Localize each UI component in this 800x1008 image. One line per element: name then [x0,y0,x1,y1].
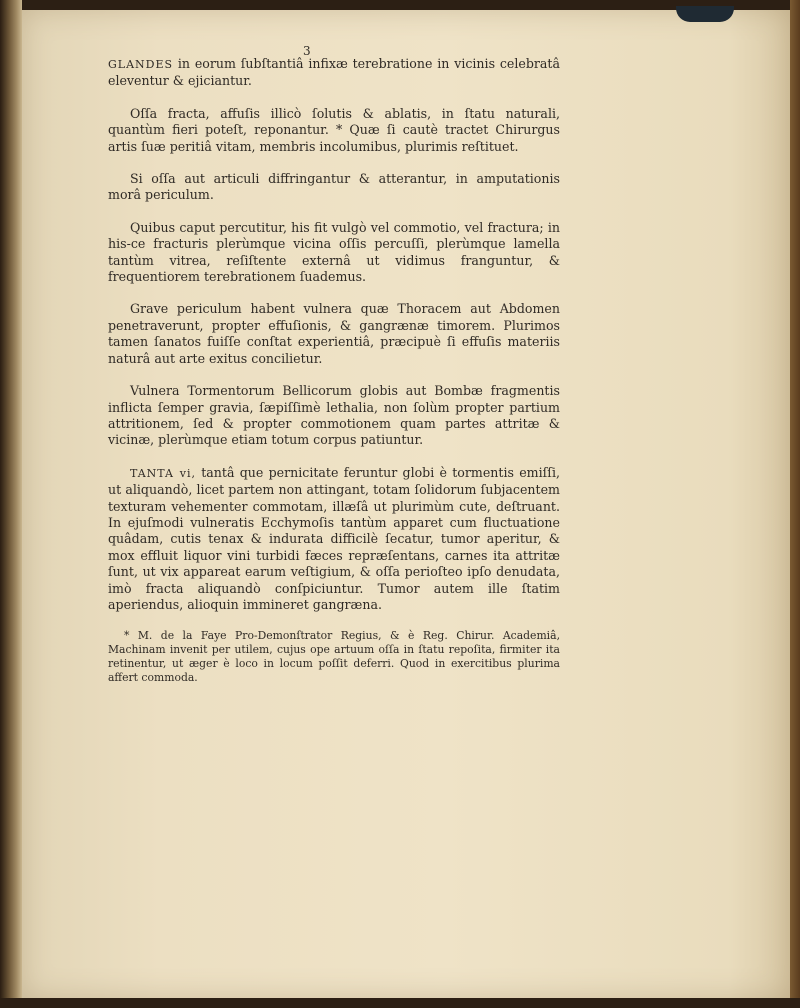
paragraph-lead: GLANDES [108,58,174,71]
footnote: * M. de la Faye Pro-Demonſtrator Regius, & è Reg. Chirur. Academiâ, Machinam invenit per utilem, cujus ope artuum oſſa in ſtatu repoſita, firmiter ita retinentur, ut æger è loco in locum poſſit deferri. Quod in exercitibus plurima affert commoda. [108,629,560,685]
paragraph-caput: Quibus caput percutitur, his fit vulgò vel commotio, vel fractura; in his-ce fracturis plerùmque vicina oſſis percuſſi, plerùmque lamella tantùm vitrea, reſiſtente externâ ut vidimus franguntur, & frequentiorem terebrationem ſuademus. [108,219,560,285]
paragraph-lead: TANTA vi, [130,466,196,480]
bottom-edge [0,998,800,1008]
paragraph-tormenta: Vulnera Tormentorum Bellicorum globis aut Bombæ fragmentis inflicta ſemper gravia, ſæpiſſimè lethalia, non ſolùm propter partium attritionem, ſed & propter commotionem quam partes attritæ & vicinæ, plerùmque etiam totum corpus patiuntur. [108,383,560,448]
page-number: 3 [303,44,311,58]
book-binding-left [0,0,22,1008]
book-edge-right [790,0,800,1008]
paragraph-amputation: Si oſſa aut articuli diffringantur & atterantur, in amputationis morâ periculum. [108,171,560,203]
paragraph-text: tantâ que pernicitate feruntur globi è tormentis emiſſi, ut aliquandò, licet partem non attingant, totam ſolidorum ſubjacentem texturam vehementer commotam, illæſâ ut plurimùm cute, deſtruant. In ejuſmodi vulneratis Ecchymoſis tantùm apparet cum fluctuatione quâdam, cutis tenax & indurata difficilè ſecatur, tumor aperitur, & mox effluit liquor vini turbidi fæces repræſentans, carnes ita attritæ ſunt, ut vix appareat earum veſtigium, & oſſa perioſteo ipſo denudata, imò fracta aliquandò conſpiciuntur. Tumor autem ille ſtatim aperiendus, alioquin immineret gangræna. [108,464,560,612]
paragraph-glandes [108,56,560,90]
paragraph-text: in eorum ſubſtantiâ infixæ terebratione in vicinis celebratâ eleventur & ejiciantur. [108,56,560,89]
paragraph-thorax: Grave periculum habent vulnera quæ Thoracem aut Abdomen penetraverunt, propter effuſionis, & gangrænæ timorem. Plurimos tamen ſanatos fuiſſe conſtat experientiâ, præcipuè ſi effuſis materiis naturâ aut arte exitus concilietur. [108,301,560,366]
page-text [108,56,560,696]
page-clip [676,6,734,22]
paragraph-tanta-vi [108,465,560,614]
paragraph-ossa-fracta: Oſſa fracta, affuſis illicò ſolutis & ablatis, in ſtatu naturali, quantùm fieri poteſt, reponantur. * Quæ ſi cautè tractet Chirurgus artis ſuæ peritiâ vitam, membris incolumibus, plurimis reſtituet. [108,105,560,154]
